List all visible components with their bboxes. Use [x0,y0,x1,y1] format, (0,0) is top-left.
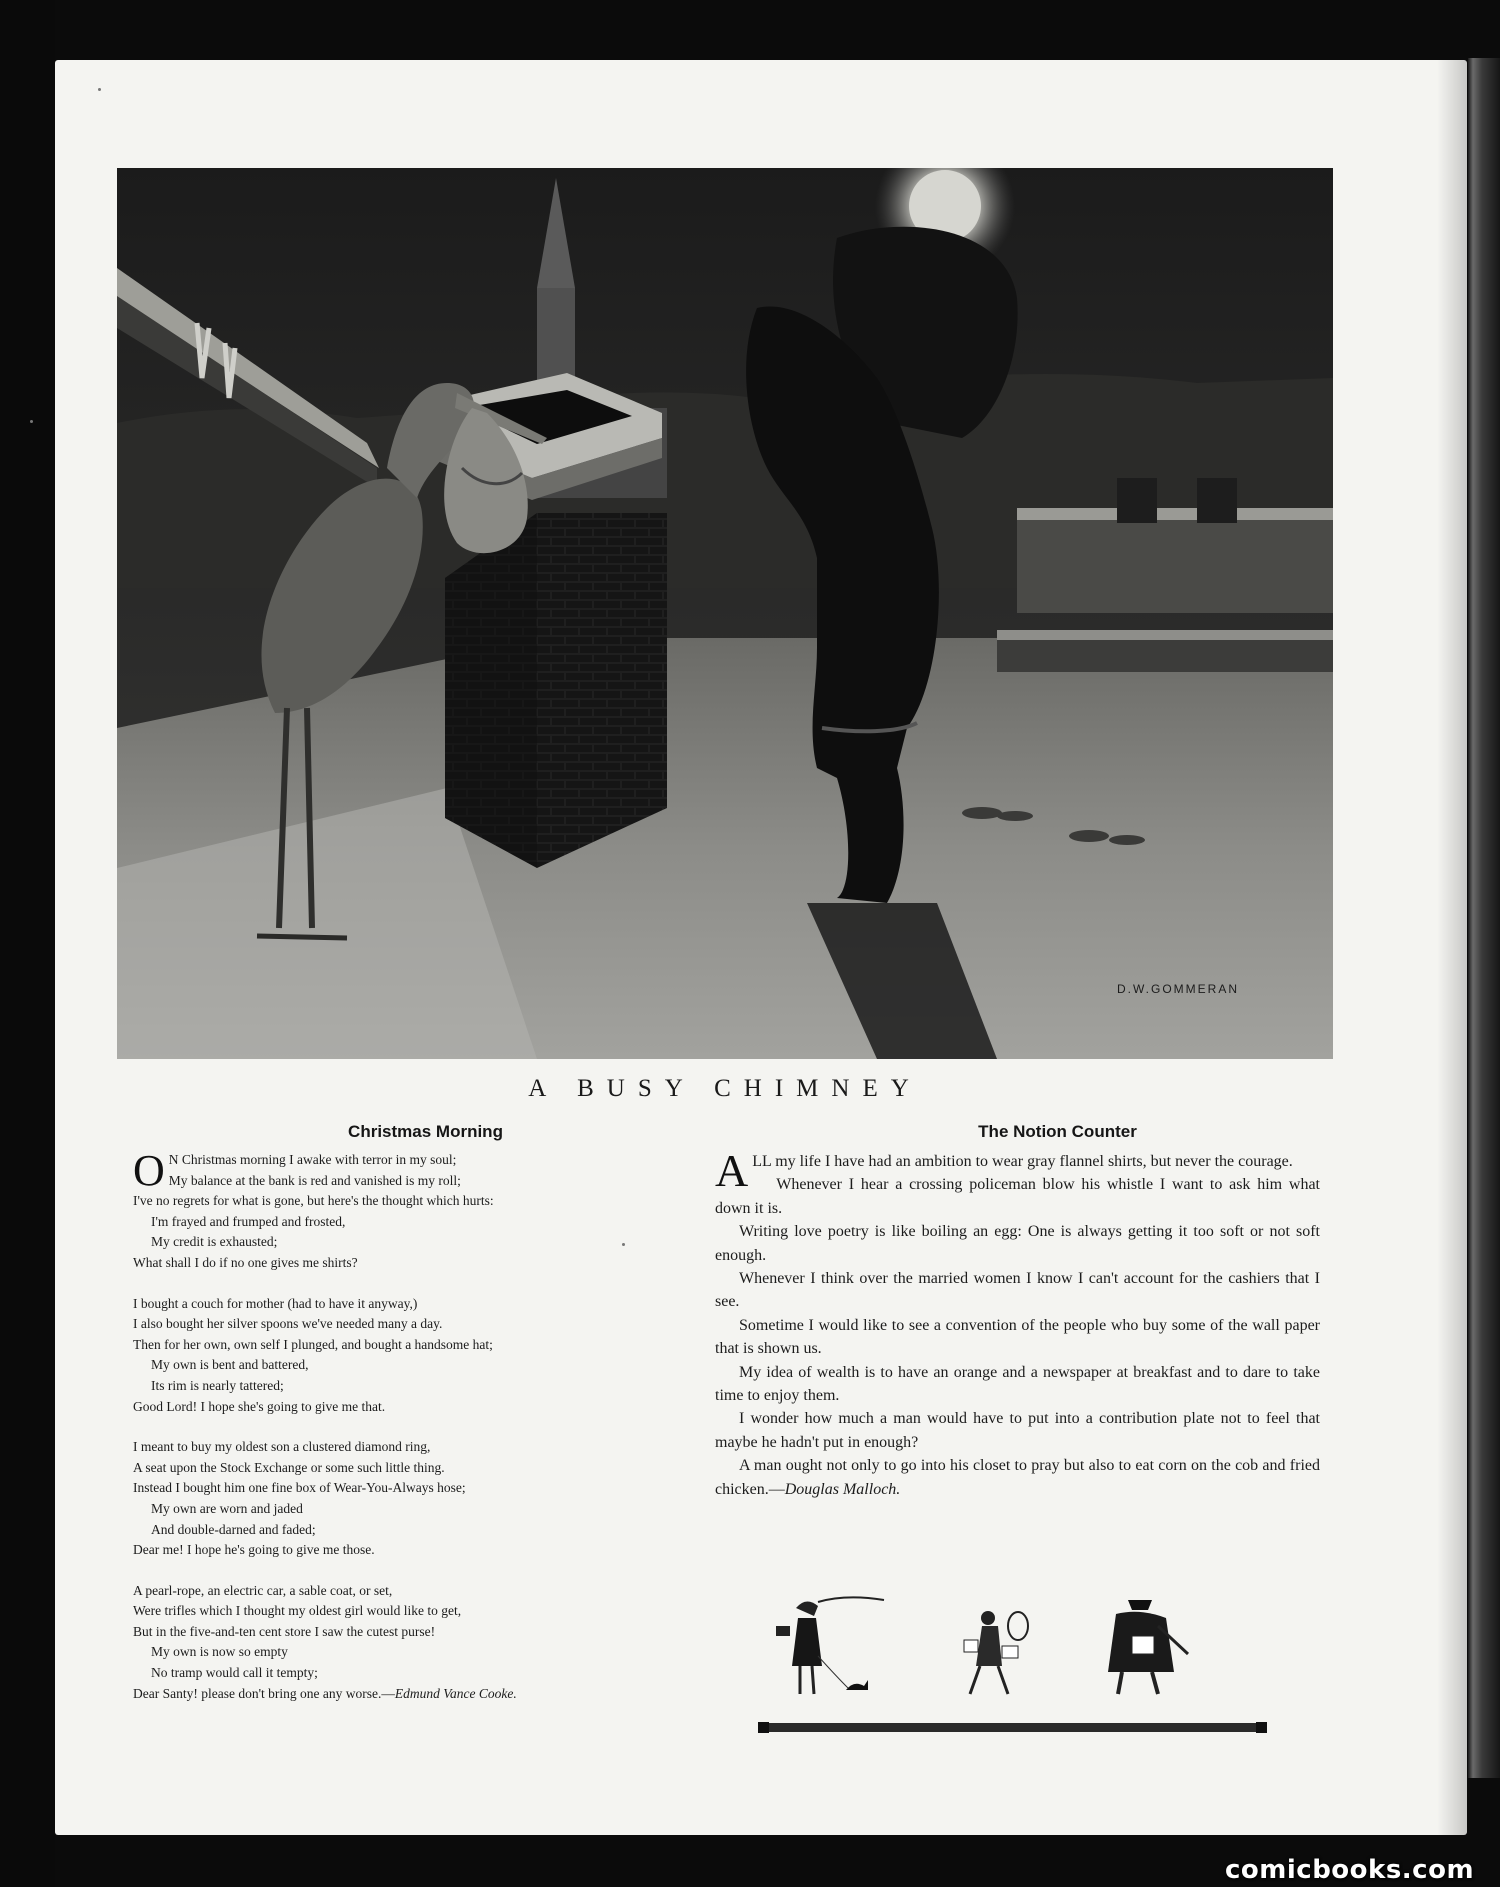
paragraph-final [715,1454,1320,1501]
poem-line: Dear me! I hope he's going to give me those. [133,1542,375,1558]
stanza [133,1294,678,1418]
poem-line: No tramp would call it tempty; [151,1665,318,1681]
poem-line: My own is bent and battered, [151,1357,309,1373]
poem-title: Christmas Morning [348,1122,503,1141]
paragraph: Whenever I think over the married women I know I can't account for the cashiers that I see. [715,1270,1320,1311]
poem-line: I've no regrets for what is gone, but here's the thought which hurts: [133,1193,494,1209]
poem-line: I meant to buy my oldest son a clustered diamond ring, [133,1439,431,1455]
poem-line: But in the five-and-ten cent store I saw the cutest purse! [133,1623,436,1639]
poem-line: Its rim is nearly tattered; [151,1377,284,1393]
article-title: The Notion Counter [978,1122,1137,1141]
poem-line: What shall I do if no one gives me shirts? [133,1254,358,1270]
poem-line: Good Lord! I hope she's going to give me that. [133,1398,386,1414]
poem-line: My credit is exhausted; [151,1234,278,1250]
poem-line: My own are worn and jaded [151,1500,303,1516]
paragraph: My idea of wealth is to have an orange and a newspaper at breakfast and to dare to take time to enjoy them. [715,1363,1320,1405]
shoppers-sketch [756,1596,1276,1701]
poem-line: And double-darned and faded; [151,1521,316,1537]
poem-line: I bought a couch for mother (had to have it anyway,) [133,1295,418,1311]
drop-cap: O [133,1146,165,1195]
poem-line: I'm frayed and frumped and frosted, [151,1213,346,1229]
poem-line: N Christmas morning I awake with terror in my soul; [168,1152,457,1167]
poem-line: Dear Santy! please don't bring one any worse.— [133,1685,395,1701]
paragraph: I wonder how much a man would have to put into a contribution plate not to feel that maybe he hadn't put in enough? [715,1410,1320,1451]
poem-line: My own is now so empty [151,1644,288,1660]
poem-line: I also bought her silver spoons we've needed many a day. [133,1316,443,1332]
paragraph: Writing love poetry is like boiling an egg: One is always getting it too soft or not soft enough. [715,1223,1320,1264]
poem-line: A seat upon the Stock Exchange or some such little thing. [133,1459,445,1475]
drop-cap: A [715,1145,749,1196]
article-author: Douglas Malloch. [784,1480,901,1498]
illustration-caption: A BUSY CHIMNEY [528,1075,922,1102]
paragraph [715,1145,1320,1196]
stanza [133,1146,678,1274]
paragraph-text: A man ought not only to go into his closet to pray but also to eat corn on the cob and fried chicken.— [715,1457,1320,1498]
paragraph: Whenever I hear a crossing policeman blow his whistle I want to ask him what down it is. [715,1176,1320,1217]
paragraph: Sometime I would like to see a convention of the people who buy some of the wall paper that is shown us. [715,1316,1320,1358]
watermark: comicbooks.com [1225,1855,1475,1885]
poem-line: Were trifles which I thought my oldest girl would like to get, [133,1603,462,1619]
christmas-morning-poem [133,1122,678,1724]
busy-chimney-illustration [117,168,1333,1059]
scan-left-border [0,0,55,1887]
artist-signature: D.W.GOMMERAN [1117,982,1239,996]
poem-line: Instead I bought him one fine box of Wear-You-Always hose; [133,1480,466,1496]
rule-end [1256,1722,1267,1733]
scan-speck [98,88,101,91]
notion-counter-article [715,1122,1320,1501]
scan-speck [30,420,33,423]
poem-line: My balance at the bank is red and vanished is my roll; [168,1172,461,1188]
stanza [133,1581,678,1705]
paragraph-text: LL my life I have had an ambition to wear gray flannel shirts, but never the courage. [752,1153,1293,1170]
poem-line: Then for her own, own self I plunged, and bought a handsome hat; [133,1336,493,1352]
adjacent-page-edge [1468,58,1500,1778]
footer-rule [760,1723,1265,1732]
stanza [133,1437,678,1561]
poem-author: Edmund Vance Cooke. [394,1685,517,1701]
poem-line: A pearl-rope, an electric car, a sable coat, or set, [133,1582,393,1598]
rule-end [758,1722,769,1733]
poem-final-line [133,1684,678,1705]
